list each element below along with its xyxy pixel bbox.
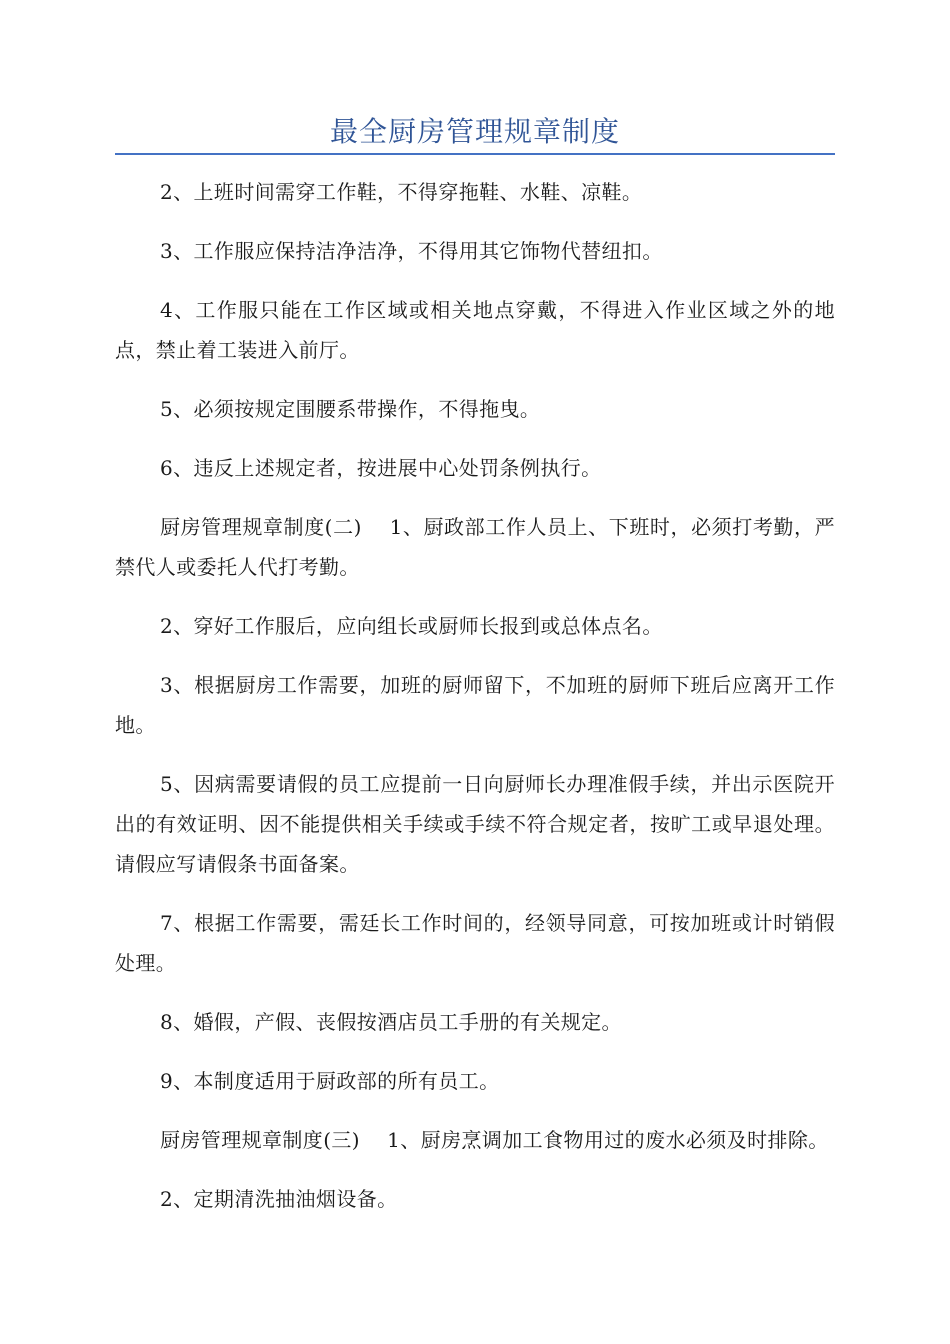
paragraph: 3、根据厨房工作需要，加班的厨师留下，不加班的厨师下班后应离开工作地。 — [115, 673, 835, 737]
title-underline — [115, 153, 835, 155]
paragraph: 厨房管理规章制度(三) 1、厨房烹调加工食物用过的废水必须及时排除。 — [160, 1128, 829, 1152]
paragraph: 4、工作服只能在工作区域或相关地点穿戴，不得进入作业区域之外的地点，禁止着工装进入前厅。 — [115, 298, 835, 362]
paragraph: 8、婚假，产假、丧假按酒店员工手册的有关规定。 — [160, 1010, 622, 1034]
document-body — [115, 172, 835, 1238]
paragraph: 2、穿好工作服后，应向组长或厨师长报到或总体点名。 — [160, 614, 663, 638]
paragraph: 2、定期清洗抽油烟设备。 — [160, 1187, 398, 1211]
document-title: 最全厨房管理规章制度 — [329, 115, 620, 148]
paragraph: 5、必须按规定围腰系带操作，不得拖曳。 — [160, 397, 541, 421]
paragraph: 厨房管理规章制度(二) 1、厨政部工作人员上、下班时，必须打考勤，严禁代人或委托人代打考勤。 — [115, 515, 835, 579]
paragraph: 6、违反上述规定者，按进展中心处罚条例执行。 — [160, 456, 602, 480]
paragraph: 5、因病需要请假的员工应提前一日向厨师长办理准假手续，并出示医院开出的有效证明、因不能提供相关手续或手续不符合规定者，按旷工或早退处理。请假应写请假条书面备案。 — [115, 772, 835, 876]
paragraph: 9、本制度适用于厨政部的所有员工。 — [160, 1069, 500, 1093]
paragraph: 2、上班时间需穿工作鞋，不得穿拖鞋、水鞋、凉鞋。 — [160, 180, 643, 204]
paragraph: 3、工作服应保持洁净洁净，不得用其它饰物代替纽扣。 — [160, 239, 663, 263]
paragraph: 7、根据工作需要，需廷长工作时间的，经领导同意，可按加班或计时销假处理。 — [115, 911, 835, 975]
